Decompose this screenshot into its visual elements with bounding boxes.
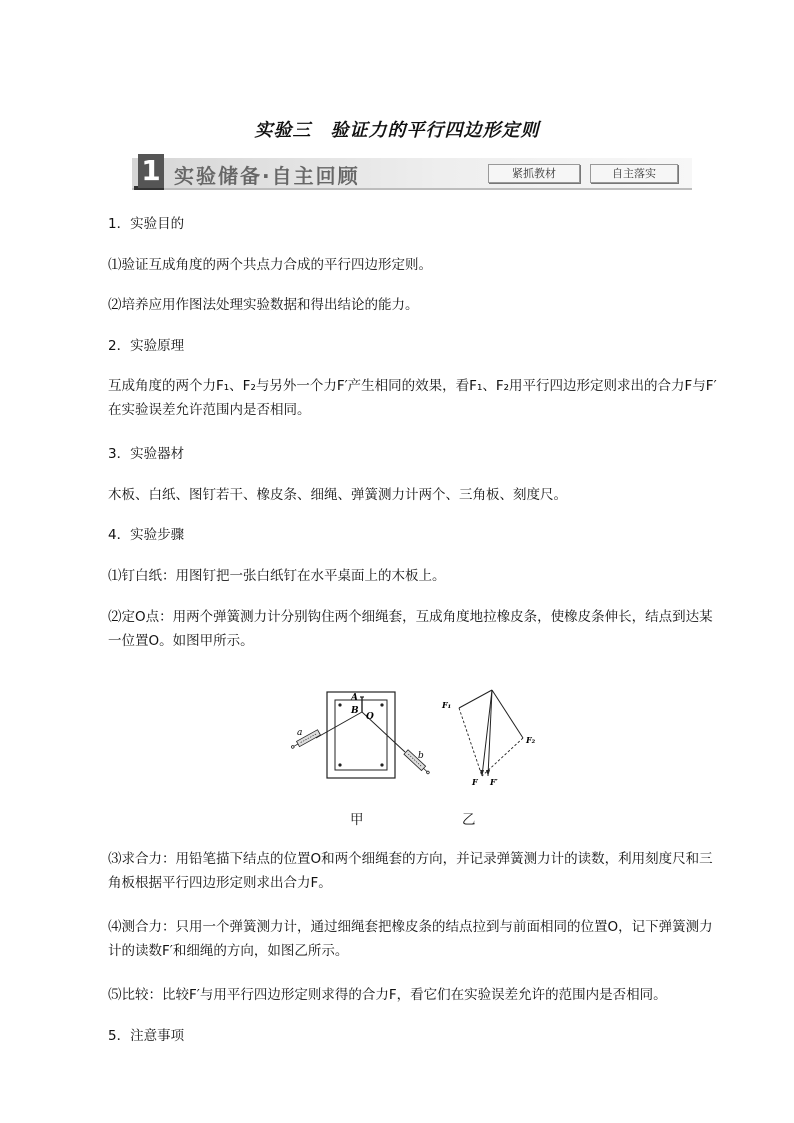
pin-3 <box>338 763 341 766</box>
label-O: O <box>366 712 374 722</box>
dashed-side-1 <box>459 708 482 776</box>
pin-4 <box>380 763 383 766</box>
arrow-F-prime <box>486 770 490 776</box>
equipment-text: 木板、白纸、图钉若干、橡皮条、细绳、弹簧测力计两个、三角板、刻度尺。 <box>108 487 567 503</box>
pin-1 <box>338 703 341 706</box>
vector-F2 <box>492 690 523 738</box>
pin-2 <box>380 703 383 706</box>
caption-jia: 甲 <box>350 812 364 828</box>
label-F1: F₁ <box>442 700 452 710</box>
step-2: ⑵定O点：用两个弹簧测力计分别钩住两个细绳套，互成角度地拉橡皮条，使橡皮条伸长，结点到达某一位置O。如图甲所示。 <box>108 609 713 649</box>
self-study-button[interactable]: 自主落实 <box>590 164 678 183</box>
banner-number: 1 <box>138 154 164 188</box>
figure-jia <box>290 692 431 778</box>
heading-equipment: 3．实验器材 <box>108 446 185 462</box>
purpose-1: ⑴验证互成角度的两个共点力合成的平行四边形定则。 <box>108 257 432 273</box>
label-A: A <box>351 693 358 703</box>
vector-F1 <box>459 690 492 708</box>
heading-purpose: 1．实验目的 <box>108 216 185 232</box>
step-5: ⑸比较：比较F′与用平行四边形定则求得的合力F，看它们在实验误差允许的范围内是否相同。 <box>108 987 667 1003</box>
step-1: ⑴钉白纸：用图钉把一张白纸钉在水平桌面上的木板上。 <box>108 568 446 584</box>
label-F-prime: F′ <box>490 777 498 787</box>
wood-board <box>327 692 395 778</box>
heading-notes: 5．注意事项 <box>108 1028 185 1044</box>
purpose-2: ⑵培养应用作图法处理实验数据和得出结论的能力。 <box>108 297 419 313</box>
spring-scale-a <box>290 730 320 750</box>
label-a: a <box>297 728 303 738</box>
step-4: ⑷测合力：只用一个弹簧测力计，通过细绳套把橡皮条的结点拉到与前面相同的位置O，记下弹簧测力计的读数F′和细绳的方向，如图乙所示。 <box>108 919 713 959</box>
label-B: B <box>351 706 359 716</box>
figure-yi <box>441 690 536 787</box>
principle-text: 互成角度的两个力F₁、F₂与另外一个力F′产生相同的效果，看F₁、F₂用平行四边形定则求出的合力F与F′在实验误差允许范围内是否相同。 <box>108 378 717 418</box>
heading-steps: 4．实验步骤 <box>108 527 185 543</box>
heading-principle: 2．实验原理 <box>108 338 185 354</box>
step-3: ⑶求合力：用铅笔描下结点的位置O和两个细绳套的方向，并记录弹簧测力计的读数，利用刻度尺和三角板根据平行四边形定则求出合力F。 <box>108 851 713 891</box>
label-F2: F₂ <box>526 735 536 745</box>
experiment-figure <box>282 688 582 788</box>
section-banner <box>132 154 692 190</box>
banner-title: 实验储备·自主回顾 <box>174 164 360 188</box>
label-F: F <box>472 777 478 787</box>
textbook-button[interactable]: 紧抓教材 <box>488 164 580 183</box>
white-paper <box>335 700 387 770</box>
label-b: b <box>418 751 424 761</box>
caption-yi: 乙 <box>462 812 476 828</box>
page-title: 实验三 验证力的平行四边形定则 <box>254 120 540 141</box>
